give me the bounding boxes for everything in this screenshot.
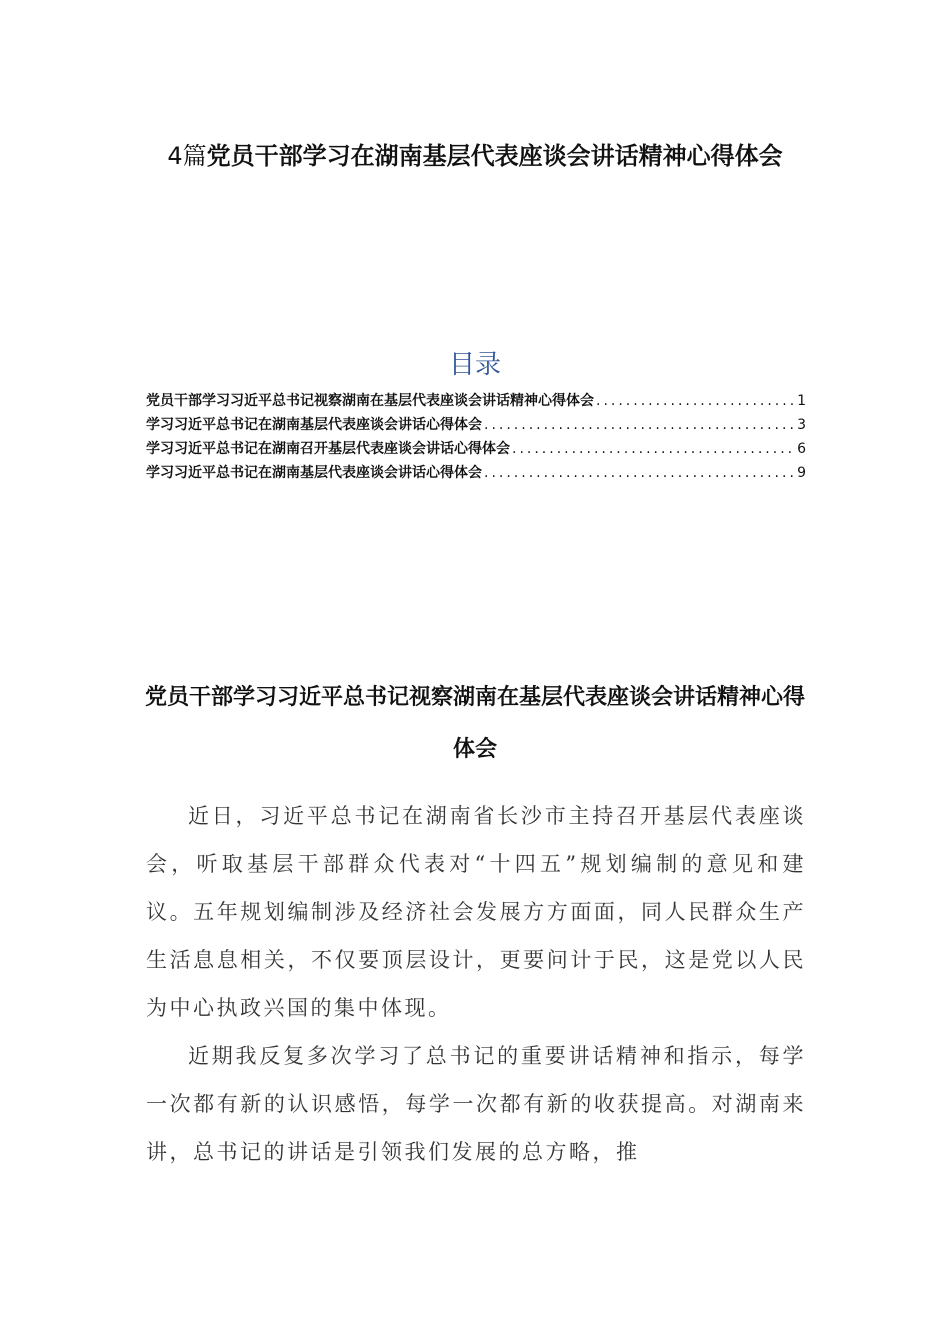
document-title [0,136,950,171]
toc-entry-page: 1 [797,393,806,409]
toc-entry-label: 党员干部学习习近平总书记视察湖南在基层代表座谈会讲话精神心得体会 [146,393,594,409]
toc-entry-label: 学习习近平总书记在湖南基层代表座谈会讲话心得体会 [146,417,482,433]
section-body [146,792,806,1176]
toc-entry-page: 9 [797,465,806,481]
toc-entry-label: 学习习近平总书记在湖南基层代表座谈会讲话心得体会 [146,465,482,481]
toc-leader-dots [512,441,795,457]
toc-entry[interactable] [146,390,806,414]
document-title-text: 党员干部学习在湖南基层代表座谈会讲话精神心得体会 [206,142,783,170]
body-paragraph: 近日，习近平总书记在湖南省长沙市主持召开基层代表座谈会，听取基层干部群众代表对“十四五”规划编制的意见和建议。五年规划编制涉及经济社会发展方方面面，同人民群众生产生活息息相关，不仅要顶层设计，更要问计于民，这是党以人民为中心执政兴国的集中体现。 [146,804,806,1020]
document-title-count: 4篇 [167,142,207,170]
toc-leader-dots [484,465,795,481]
toc-entry-label: 学习习近平总书记在湖南召开基层代表座谈会讲话心得体会 [146,441,510,457]
toc-entry[interactable] [146,414,806,438]
toc-entry[interactable] [146,462,806,486]
table-of-contents [146,390,806,486]
toc-heading: 目录 [448,350,501,380]
toc-leader-dots [484,417,795,433]
section-title: 党员干部学习习近平总书记视察湖南在基层代表座谈会讲话精神心得体会 [144,685,805,762]
toc-entry[interactable] [146,438,806,462]
body-paragraph: 近期我反复多次学习了总书记的重要讲话精神和指示，每学一次都有新的认识感悟，每学一次都有新的收获提高。对湖南来讲，总书记的讲话是引领我们发展的总方略，推 [146,1044,806,1164]
toc-entry-page: 6 [797,441,806,457]
toc-leader-dots [596,393,795,409]
toc-entry-page: 3 [797,417,806,433]
